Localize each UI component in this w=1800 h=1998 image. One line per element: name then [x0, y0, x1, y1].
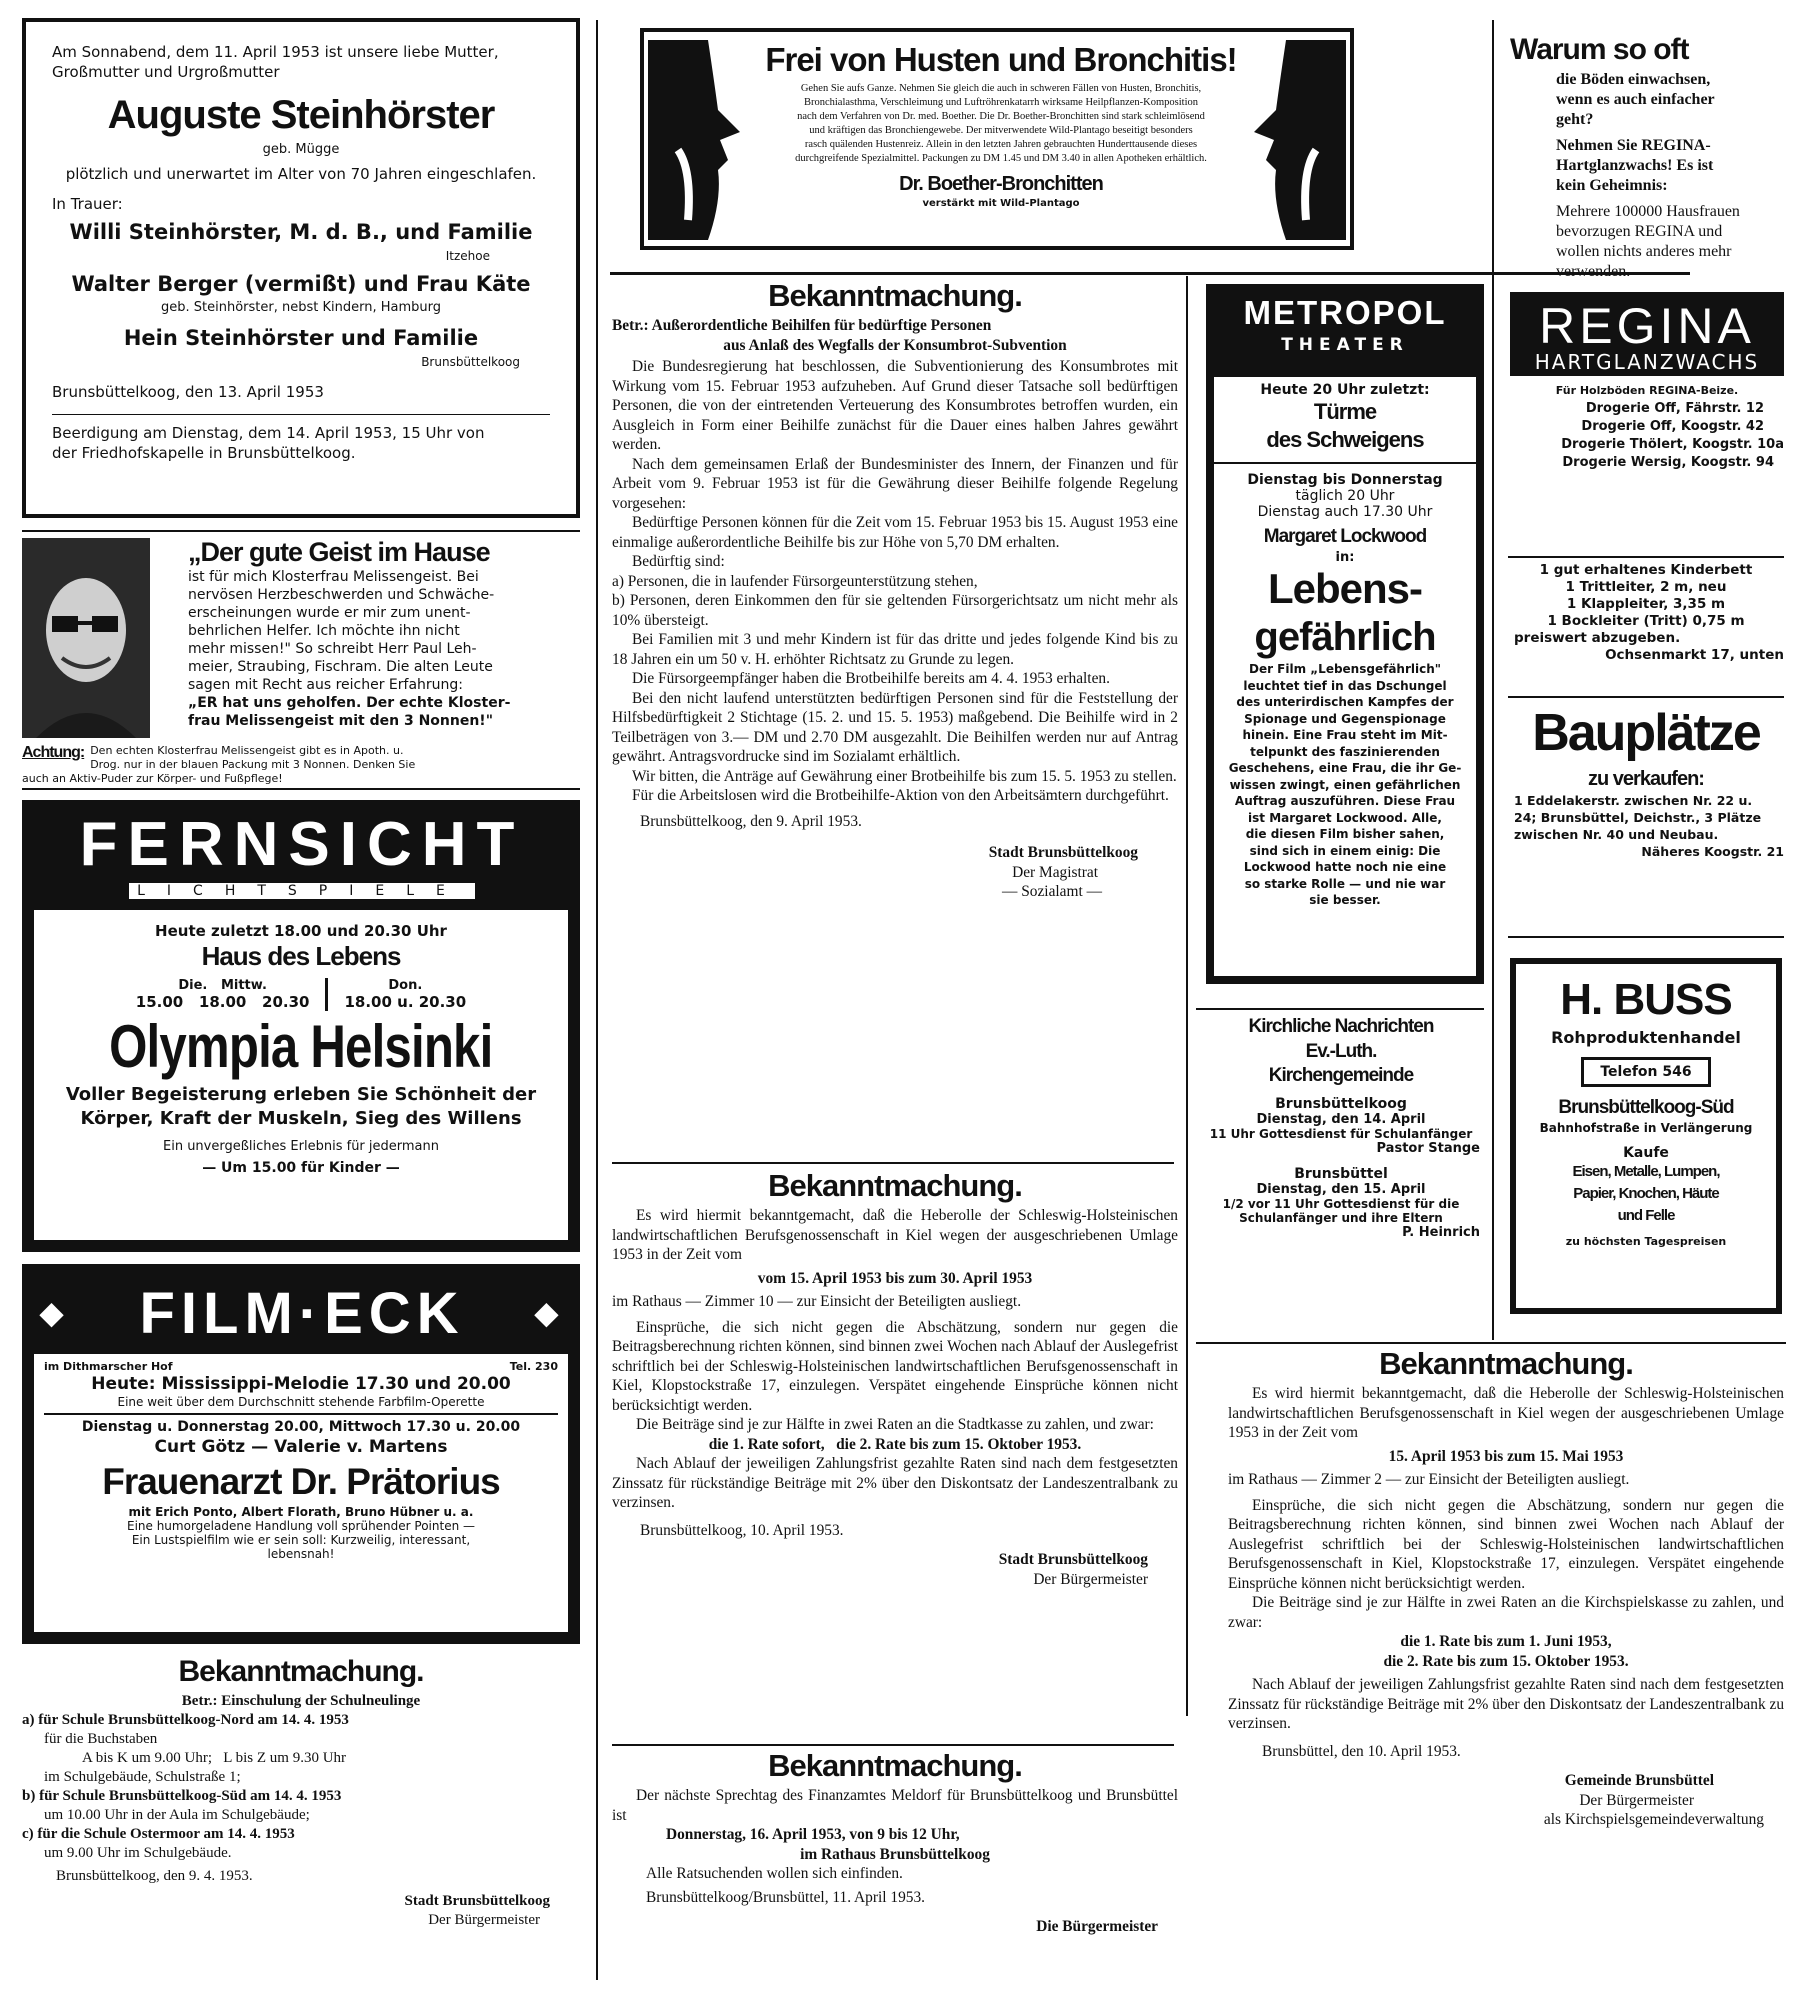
konsumbrot-paragraph: Bei den nicht laufend unterstützten bedürftigen Personen sind für die Feststellung der Hilfsbedürftigkeit 2 Stichtage (15. 2. und 15. 5. 1953) maßgebend. Die Beihilfe wird in 2 Teilbeträgen von 3.— DM und 2.70 DM ausgezahlt. Die Beihilfen werden nur auf Antrag gewährt. Antragsvordrucke sind im Sozialamt erhältlich.: [612, 689, 1178, 765]
profile-face-icon: [1246, 40, 1346, 240]
bauplaetze-title: Bauplätze: [1532, 704, 1760, 762]
konsumbrot-paragraph: Die Bundesregierung hat beschlossen, die Subventionierung des Konsumbrotes mit Wirkung vom 15. Februar 1953 aufzuheben. Auf Grund dieser Tatsache soll bedürftigen Personen, die von der eintretenden Verteuerung des Konsumbrotes betroffen wurden, ein Ausgleich in Form einer Beihilfe zunächst für die Dauer eines halben Jahres gewährt werden.: [612, 358, 1178, 453]
bronchitis-title: Frei von Husten und Bronchitis!: [765, 41, 1237, 78]
heberolle-paragraph: Die Beiträge sind je zur Hälfte in zwei Raten an die Stadtkasse zu zahlen, und zwar:: [636, 1416, 1154, 1433]
kloster-note: Drog. nur in der blauen Packung mit 3 Nonnen. Denken Sie: [90, 758, 416, 771]
profile-face-icon: [648, 40, 748, 240]
kinderbett-ad: [1508, 562, 1784, 692]
finanzamt-notice: [612, 1746, 1178, 1986]
bauplaetze-line: 1 Eddelakerstr. zwischen Nr. 22 u.: [1514, 793, 1753, 808]
mourner-1: Willi Steinhörster, M. d. B., und Familie: [69, 220, 533, 244]
school-a-2: für die Buchstaben: [44, 1731, 158, 1747]
metropol-film-1b: des Schweigens: [1266, 427, 1424, 452]
bronchitis-text: rasch quälenden Hustenreiz. Allein in den letzten Jahren gebrauchten Hunderttausende dieses: [804, 139, 1198, 150]
obituary-intro: Am Sonnabend, dem 11. April 1953 ist unsere liebe Mutter,: [52, 43, 499, 61]
obituary-nee: geb. Mügge: [262, 142, 340, 157]
metropol-desc: des unterirdischen Kampfes der: [1236, 695, 1454, 709]
fernsicht-subtitle: LICHTSPIELE: [129, 883, 475, 899]
notice-title: Bekanntmachung.: [1379, 1346, 1633, 1381]
konsumbrot-paragraph: Bedürftig sind:: [632, 553, 725, 570]
kinderbett-line: 1 Bockleiter (Tritt) 0,75 m: [1547, 613, 1745, 629]
regina-text: verwenden.: [1556, 263, 1631, 280]
school-a: a) für Schule Brunsbüttelkoog-Nord am 14. 4. 1953: [22, 1712, 349, 1728]
finanzamt-when: Donnerstag, 16. April 1953, von 9 bis 12 Uhr,: [666, 1826, 960, 1843]
heberolle-period: 15. April 1953 bis zum 15. Mai 1953: [1388, 1447, 1624, 1465]
buss-name: H. BUSS: [1560, 975, 1732, 1024]
kloster-line: frau Melissengeist mit den 3 Nonnen!": [188, 713, 493, 729]
obituary-date: Brunsbüttelkoog, den 13. April 1953: [52, 383, 324, 401]
metropol-desc: ist Margaret Lockwood. Alle,: [1248, 810, 1442, 825]
fernsicht-times-2: 18.00 u. 20.30: [344, 993, 467, 1011]
kloster-headline: „Der gute Geist im Hause: [188, 537, 490, 567]
obituary-passing: plötzlich und unerwartet im Alter von 70 Jahren eingeschlafen.: [65, 165, 537, 183]
portrait-image: [22, 538, 150, 738]
heberolle-sign-3: als Kirchspielsgemeindeverwaltung: [1543, 1811, 1764, 1828]
bauplaetze-line: 24; Brunsbüttel, Deichstr., 3 Plätze: [1514, 810, 1762, 825]
kinderbett-line: 1 gut erhaltenes Kinderbett: [1539, 562, 1753, 578]
metropol-desc: hinein. Eine Frau steht im Mit-: [1242, 728, 1448, 742]
regina-shop: Drogerie Wersig, Koogstr. 94: [1562, 455, 1774, 470]
church-service: 11 Uhr Gottesdienst für Schulanfänger: [1209, 1127, 1473, 1141]
church-sub: Ev.-Luth.: [1305, 1041, 1377, 1062]
konsumbrot-paragraph: Für die Arbeitslosen wird die Brotbeihilfe-Aktion von den Arbeitsämtern durchgeführt.: [632, 787, 1169, 804]
konsumbrot-paragraph: Bei Familien mit 3 und mehr Kindern ist für das dritte und jedes folgende Kind bis zu 18 Jahren ein um 50 v. H. erhöhter Richtsatz zu Grunde zu legen.: [612, 631, 1178, 668]
fernsicht-desc-2: Körper, Kraft der Muskeln, Sieg des Willens: [80, 1108, 522, 1129]
church-date-2: Dienstag, den 15. April: [1256, 1182, 1426, 1197]
notice-title: Bekanntmachung.: [768, 1168, 1022, 1203]
regina-text: bevorzugen REGINA und: [1556, 223, 1723, 240]
filmeck-with: mit Erich Ponto, Albert Florath, Bruno Hübner u. a.: [128, 1505, 474, 1519]
filmeck-title: FILM·ECK: [139, 1281, 465, 1346]
buss-place: Brunsbüttelkoog-Süd: [1558, 1097, 1734, 1118]
kloster-note: auch an Aktiv-Puder zur Körper- und Fußpflege!: [22, 772, 283, 785]
buss-price: zu höchsten Tagespreisen: [1565, 1235, 1727, 1248]
divider: [1214, 462, 1476, 464]
fernsicht-film-1: Haus des Lebens: [201, 941, 401, 971]
heberolle-paragraph: Nach Ablauf der jeweiligen Zahlungsfrist gezahlte Raten sind nach dem festgesetzten Zinssatz für rückständige Beiträge mit 2% über den Diskontsatz der Landeszentralbank zu verzinsen.: [612, 1455, 1178, 1511]
heberolle-rate-2: die 2. Rate bis zum 15. Oktober 1953.: [1383, 1652, 1629, 1670]
filmeck-desc: Eine humorgeladene Handlung voll sprühender Pointen —: [126, 1519, 476, 1533]
finanzamt-where: im Rathaus Brunsbüttelkoog: [800, 1845, 990, 1863]
metropol-film-2: Lebens-: [1267, 565, 1423, 612]
column-rule: [596, 20, 598, 1980]
metropol-desc: telpunkt des faszinierenden: [1250, 744, 1440, 759]
bronchitis-text: und kräftigen das Bronchiengewebe. Der mitverwendete Wild-Plantago beseitigt besonders: [809, 125, 1193, 136]
divider: [52, 414, 550, 415]
school-subject: Betr.: Einschulung der Schulneulinge: [181, 1693, 421, 1709]
school-sign-2: Der Bürgermeister: [428, 1912, 540, 1928]
regina-headline: Warum so oft: [1510, 33, 1689, 66]
heberolle-date: Brunsbüttel, den 10. April 1953.: [1262, 1742, 1461, 1760]
metropol-desc: Geschehens, eine Frau, die ihr Ge-: [1228, 761, 1462, 775]
konsumbrot-subject-2: aus Anlaß des Wegfalls der Konsumbrot-Subvention: [723, 336, 1067, 354]
regina-text: die Böden einwachsen,: [1556, 71, 1711, 88]
klosterfrau-ad: [22, 530, 580, 790]
filmeck-today-desc: Eine weit über dem Durchschnitt stehende Farbfilm-Operette: [117, 1395, 485, 1409]
metropol-star: Margaret Lockwood: [1263, 526, 1427, 547]
heberolle-notice-parish: [1228, 1344, 1784, 1984]
metropol-cinema-ad: [1206, 284, 1484, 984]
regina-shops-head: Für Holzböden REGINA-Beize.: [1555, 384, 1739, 397]
divider: [1508, 556, 1784, 558]
konsumbrot-paragraph: b) Personen, deren Einkommen den für sie geltenden Fürsorgerichtsatz um nicht mehr als 10% übersteigt.: [612, 592, 1178, 629]
filmeck-today: Heute: Mississippi-Melodie 17.30 und 20.00: [91, 1374, 511, 1394]
fernsicht-days-1: Die. Mittw.: [178, 978, 267, 993]
regina-text: kein Geheimnis:: [1556, 177, 1668, 194]
bronchitis-brand: Dr. Boether-Bronchitten: [899, 173, 1103, 195]
church-service-3: Schulanfänger und ihre Eltern: [1239, 1211, 1443, 1225]
finanzamt-date: Brunsbüttelkoog/Brunsbüttel, 11. April 1953.: [646, 1888, 926, 1906]
buss-items-2: Papier, Knochen, Häute: [1573, 1185, 1719, 1202]
fernsicht-today: Heute zuletzt 18.00 und 20.30 Uhr: [155, 922, 447, 940]
heberolle-paragraph: Nach Ablauf der jeweiligen Zahlungsfrist gezahlte Raten sind nach dem festgesetzten Zinssatz für rückständige Beiträge mit 2% über den Diskontsatz der Landeszentralbank zu verzinsen.: [1228, 1676, 1784, 1732]
regina-shop: Drogerie Thölert, Koogstr. 10a: [1561, 437, 1784, 452]
heberolle-paragraph: Einsprüche, die sich nicht gegen die Abschätzung, sondern nur gegen die Beitragsberechnung richten können, sind binnen zwei Wochen nach Ablauf der Auslegefrist schriftlich bei der Schleswig-Holsteinischen landwirtschaftlichen Berufsgenossenschaft in Kiel, Klopstockstraße 17, einzulegen. Verspätet eingehende Einsprüche können nicht berücksichtigt werden.: [612, 1318, 1178, 1414]
konsumbrot-sign: Stadt Brunsbüttelkoog: [988, 844, 1138, 861]
notice-title: Bekanntmachung.: [768, 1748, 1022, 1783]
metropol-title: METROPOL: [1243, 294, 1447, 331]
divider: [1508, 936, 1784, 938]
regina-text: Nehmen Sie REGINA-: [1556, 137, 1711, 154]
obituary-notice: [22, 18, 580, 518]
regina-shop: Drogerie Off, Koogstr. 42: [1581, 419, 1764, 434]
metropol-desc: Der Film „Lebensgefährlich": [1248, 662, 1442, 676]
konsumbrot-paragraph: a) Personen, die in laufender Fürsorgeunterstützung stehen,: [612, 572, 978, 590]
finanzamt-paragraph: Der nächste Sprechtag des Finanzamtes Meldorf für Brunsbüttelkoog und Brunsbüttel ist: [612, 1787, 1178, 1824]
metropol-desc: sie besser.: [1309, 893, 1381, 907]
fernsicht-days-2: Don.: [388, 978, 423, 993]
bauplaetze-ad: [1508, 700, 1784, 930]
church-pastor: Pastor Stange: [1376, 1141, 1480, 1156]
bronchitis-sub: verstärkt mit Wild-Plantago: [922, 198, 1080, 209]
heberolle-paragraph: Einsprüche, die sich nicht gegen die Abschätzung, sondern nur gegen die Beitragsberechnung richten können, sind binnen zwei Wochen nach Ablauf der Auslegefrist schriftlich bei der Schleswig-Holsteinischen landwirtschaftlichen Berufsgenossenschaft in Kiel, Klopstockstraße 17, einzulegen. Verspätet eingehende Einsprüche können nicht berücksichtigt werden.: [1228, 1496, 1784, 1592]
school-sign: Stadt Brunsbüttelkoog: [404, 1893, 550, 1909]
fernsicht-film-2: Olympia Helsinki: [109, 1013, 493, 1080]
school-c: c) für die Schule Ostermoor am 14. 4. 1953: [22, 1826, 295, 1842]
bronchitis-text: Gehen Sie aufs Ganze. Nehmen Sie gleich die auch in schweren Fällen von Husten, Bronchitis,: [800, 83, 1202, 94]
fernsicht-desc: Voller Begeisterung erleben Sie Schönheit der: [65, 1084, 537, 1105]
mourner-1-place: Itzehoe: [445, 249, 490, 263]
heberolle-sign: Gemeinde Brunsbüttel: [1564, 1772, 1714, 1789]
kloster-attention: Achtung:: [22, 744, 85, 761]
heberolle-paragraph: Die Beiträge sind je zur Hälfte in zwei Raten an die Kirchspielskasse zu zahlen, und zwar:: [1228, 1594, 1784, 1631]
metropol-in: in:: [1335, 550, 1355, 565]
filmeck-location: im Dithmarscher Hof: [44, 1360, 173, 1373]
metropol-desc: wissen zwingt, einen gefährlichen: [1229, 777, 1461, 792]
kinderbett-line: preiswert abzugeben.: [1514, 630, 1681, 646]
metropol-desc: die diesen Film bisher sahen,: [1245, 827, 1445, 841]
konsumbrot-paragraph: Nach dem gemeinsamen Erlaß der Bundesminister des Innern, der Finanzen und für Arbeit vom 9. Februar 1953 ist für die Gewährung dieser Beihilfe folgende Regelung vorgesehen:: [612, 455, 1178, 512]
bronchitis-text: Bronchialasthma, Verschleimung und Luftröhrenkatarrh wirksame Heilpflanzen-Komposition: [803, 97, 1199, 108]
notice-title: Bekanntmachung.: [178, 1655, 424, 1688]
finanzamt-paragraph-2: Alle Ratsuchenden wollen sich einfinden.: [646, 1865, 903, 1882]
mourner-2-detail: geb. Steinhörster, nebst Kindern, Hamburg: [161, 300, 441, 315]
regina-text: geht?: [1556, 111, 1594, 128]
funeral-info-2: der Friedhofskapelle in Brunsbüttelkoog.: [52, 444, 356, 462]
regina-text: wollen nichts anderes mehr: [1556, 243, 1732, 260]
regina-logo-text: REGINA: [1539, 298, 1755, 354]
buss-phone: Telefon 546: [1581, 1057, 1710, 1087]
church-pastor-2: P. Heinrich: [1402, 1225, 1480, 1240]
heberolle-sign: Stadt Brunsbüttelkoog: [998, 1551, 1148, 1568]
kloster-line: meier, Straubing, Fischram. Die alten Leute: [188, 659, 493, 675]
regina-text: Mehrere 100000 Hausfrauen: [1556, 203, 1740, 220]
divider: [44, 1413, 558, 1415]
heberolle-paragraph: Es wird hiermit bekanntgemacht, daß die Heberolle der Schleswig-Holsteinischen landwirtschaftlichen Berufsgenossenschaft in Kiel wegen der ausgeschriebenen Umlage 1953 in der Zeit vom: [612, 1207, 1178, 1263]
fernsicht-kids: — Um 15.00 für Kinder —: [202, 1160, 400, 1176]
fernsicht-title: FERNSICHT: [79, 810, 525, 879]
buss-ad: [1510, 958, 1782, 1314]
konsumbrot-sign-2: Der Magistrat: [1012, 863, 1098, 881]
regina-ad: [1510, 30, 1784, 550]
obituary-intro-2: Großmutter und Urgroßmutter: [52, 63, 280, 81]
regina-logo-sub: HARTGLANZWACHS: [1534, 350, 1760, 374]
bronchitis-text: nach dem Verfahren von Dr. med. Boether. Die Dr. Boether-Bronchitten sind stark schleimlösend: [797, 111, 1205, 122]
metropol-desc: Lockwood hatte noch nie eine: [1243, 860, 1447, 874]
heberolle-notice-city: [612, 1166, 1178, 1742]
regina-logo: [1510, 292, 1784, 376]
mourner-3-place: Brunsbüttelkoog: [421, 355, 520, 369]
church-location: Brunsbüttelkoog: [1275, 1096, 1407, 1112]
school-b-2: um 10.00 Uhr in der Aula im Schulgebäude;: [44, 1807, 310, 1823]
metropol-days-2: täglich 20 Uhr: [1295, 488, 1395, 504]
buss-items-3: und Felle: [1617, 1207, 1675, 1224]
konsumbrot-paragraph: Die Fürsorgeempfänger haben die Brotbeihilfe bereits am 4. 4. 1953 erhalten.: [632, 670, 1110, 687]
regina-shop: Drogerie Off, Fährstr. 12: [1585, 401, 1764, 416]
heberolle-period: vom 15. April 1953 bis zum 30. April 1953: [757, 1269, 1033, 1287]
buss-trade: Rohproduktenhandel: [1551, 1028, 1741, 1047]
metropol-desc: Spionage und Gegenspionage: [1244, 711, 1446, 726]
heberolle-paragraph: im Rathaus — Zimmer 2 — zur Einsicht der Beteiligten ausliegt.: [1228, 1471, 1630, 1488]
finanzamt-sign: Die Bürgermeister: [1036, 1918, 1158, 1935]
konsumbrot-paragraph: Bedürftige Personen können für die Zeit vom 15. Februar 1953 bis 15. August 1953 eine einmalige außerordentliche Beihilfe bis zur Höhe von 5,70 DM erhalten.: [612, 514, 1178, 551]
kloster-line: ist für mich Klosterfrau Melissengeist. Bei: [188, 569, 479, 585]
column-rule: [1492, 20, 1494, 1340]
buss-street: Bahnhofstraße in Verlängerung: [1539, 1121, 1753, 1135]
kloster-line: erscheinungen wurde er mir zum unent-: [188, 605, 471, 621]
regina-text: Hartglanzwachs! Es ist: [1556, 157, 1714, 174]
divider: [1196, 1008, 1484, 1010]
metropol-days-3: Dienstag auch 17.30 Uhr: [1257, 504, 1433, 520]
heberolle-date: Brunsbüttelkoog, 10. April 1953.: [640, 1521, 844, 1539]
heberolle-rate-1: die 1. Rate bis zum 1. Juni 1953,: [1400, 1633, 1612, 1650]
church-date: Dienstag, den 14. April: [1256, 1112, 1426, 1127]
metropol-desc: sind sich in einem einig: Die: [1249, 843, 1441, 858]
metropol-days: Dienstag bis Donnerstag: [1247, 472, 1443, 488]
metropol-desc: Auftrag auszuführen. Diese Frau: [1234, 794, 1456, 808]
kloster-line: „ER hat uns geholfen. Der echte Kloster-: [188, 695, 511, 711]
heberolle-sign-2: Der Bürgermeister: [1033, 1570, 1148, 1588]
konsumbrot-subject: Betr.: Außerordentliche Beihilfen für bedürftige Personen: [612, 317, 992, 334]
school-a-3: A bis K um 9.00 Uhr; L bis Z um 9.30 Uhr: [82, 1750, 347, 1766]
mourner-3: Hein Steinhörster und Familie: [123, 326, 479, 350]
kloster-line: sagen mit Recht aus reicher Erfahrung:: [188, 677, 464, 693]
kloster-line: nervösen Herzbeschwerden und Schwäche-: [188, 587, 495, 603]
metropol-subtitle: THEATER: [1281, 335, 1409, 355]
bronchitis-text: durchgreifende Spezialmittel. Packungen zu DM 1.45 und DM 3.40 in allen Apotheken erhältlich.: [795, 153, 1207, 164]
konsumbrot-date: Brunsbüttelkoog, den 9. April 1953.: [640, 812, 862, 830]
kloster-line: behrlichen Helfer. Ich möchte ihn nicht: [188, 623, 460, 639]
metropol-today: Heute 20 Uhr zuletzt:: [1260, 382, 1430, 398]
kinderbett-line: 1 Klappleiter, 3,35 m: [1566, 596, 1726, 612]
heberolle-sign-2: Der Bürgermeister: [1579, 1791, 1694, 1809]
metropol-desc: so starke Rolle — und nie war: [1244, 876, 1446, 891]
church-sub-2: Kirchengemeinde: [1268, 1065, 1414, 1086]
fernsicht-tagline: Ein unvergeßliches Erlebnis für jedermann: [163, 1139, 439, 1154]
school-a-4: im Schulgebäude, Schulstraße 1;: [44, 1769, 241, 1785]
filmeck-diamond-icon: ◆: [40, 1297, 70, 1330]
school-enrolment-notice: [22, 1652, 580, 1982]
filmeck-film: Frauenarzt Dr. Prätorius: [102, 1461, 500, 1502]
bauplaetze-line: Näheres Koogstr. 21: [1641, 844, 1784, 859]
regina-text: wenn es auch einfacher: [1556, 91, 1715, 108]
funeral-info: Beerdigung am Dienstag, dem 14. April 1953, 15 Uhr von: [52, 424, 485, 442]
filmeck-desc-3: lebensnah!: [267, 1547, 335, 1561]
filmeck-cinema-ad: [22, 1264, 580, 1644]
school-b: b) für Schule Brunsbüttelkoog-Süd am 14. 4. 1953: [22, 1788, 342, 1804]
divider: [1508, 696, 1784, 698]
bronchitis-ad: [640, 28, 1354, 250]
kinderbett-line: 1 Trittleiter, 2 m, neu: [1565, 579, 1727, 595]
konsumbrot-sign-3: — Sozialamt —: [1001, 883, 1102, 900]
filmeck-diamond-icon: ◆: [534, 1297, 564, 1330]
church-title: Kirchliche Nachrichten: [1248, 1016, 1434, 1037]
obituary-name: Auguste Steinhörster: [107, 93, 495, 137]
kloster-note: Den echten Klosterfrau Melissengeist gibt es in Apoth. u.: [90, 744, 404, 757]
heberolle-paragraph: Es wird hiermit bekanntgemacht, daß die Heberolle der Schleswig-Holsteinischen landwirtschaftlichen Berufsgenossenschaft in Kiel wegen der ausgeschriebenen Umlage 1953 in der Zeit vom: [1228, 1385, 1784, 1441]
church-location-2: Brunsbüttel: [1294, 1166, 1388, 1182]
school-date: Brunsbüttelkoog, den 9. 4. 1953.: [56, 1868, 253, 1884]
fernsicht-cinema-ad: [22, 800, 580, 1252]
bauplaetze-line: zwischen Nr. 40 und Neubau.: [1514, 827, 1719, 842]
heberolle-paragraph: im Rathaus — Zimmer 10 — zur Einsicht der Beteiligten ausliegt.: [612, 1293, 1022, 1310]
fernsicht-times-1: 15.00 18.00 20.30: [135, 993, 310, 1011]
mourner-2: Walter Berger (vermißt) und Frau Käte: [71, 272, 531, 296]
column-rule: [1186, 276, 1188, 1716]
filmeck-cast: Curt Götz — Valerie v. Martens: [154, 1437, 448, 1457]
kloster-line: mehr missen!" So schreibt Herr Paul Leh-: [188, 641, 477, 657]
konsumbrot-notice: [612, 276, 1178, 1156]
heberolle-rates: die 1. Rate sofort, die 2. Rate bis zum 15. Oktober 1953.: [708, 1435, 1082, 1453]
metropol-desc: leuchtet tief in das Dschungel: [1243, 678, 1447, 693]
filmeck-desc-2: Ein Lustspielfilm wie er sein soll: Kurzweilig, interessant,: [131, 1533, 471, 1547]
church-service-2: 1/2 vor 11 Uhr Gottesdienst für die: [1222, 1197, 1460, 1211]
buss-buy: Kaufe: [1623, 1145, 1669, 1161]
metropol-film-1: Türme: [1313, 399, 1377, 424]
church-news: [1196, 1014, 1486, 1334]
buss-items: Eisen, Metalle, Lumpen,: [1572, 1163, 1720, 1180]
filmeck-days: Dienstag u. Donnerstag 20.00, Mittwoch 17.30 u. 20.00: [81, 1419, 521, 1435]
konsumbrot-paragraph: Wir bitten, die Anträge auf Gewährung einer Brotbeihilfe bis zum 15. 5. 1953 zu stellen.: [632, 767, 1177, 785]
bauplaetze-sub: zu verkaufen:: [1588, 768, 1704, 790]
obituary-mourning-label: In Trauer:: [52, 195, 123, 213]
kinderbett-line: Ochsenmarkt 17, unten: [1605, 647, 1784, 663]
divider: [612, 1162, 1174, 1164]
filmeck-phone: Tel. 230: [509, 1360, 558, 1373]
metropol-film-2b: gefährlich: [1254, 615, 1436, 659]
school-c-2: um 9.00 Uhr im Schulgebäude.: [44, 1845, 232, 1861]
notice-title: Bekanntmachung.: [768, 278, 1022, 313]
